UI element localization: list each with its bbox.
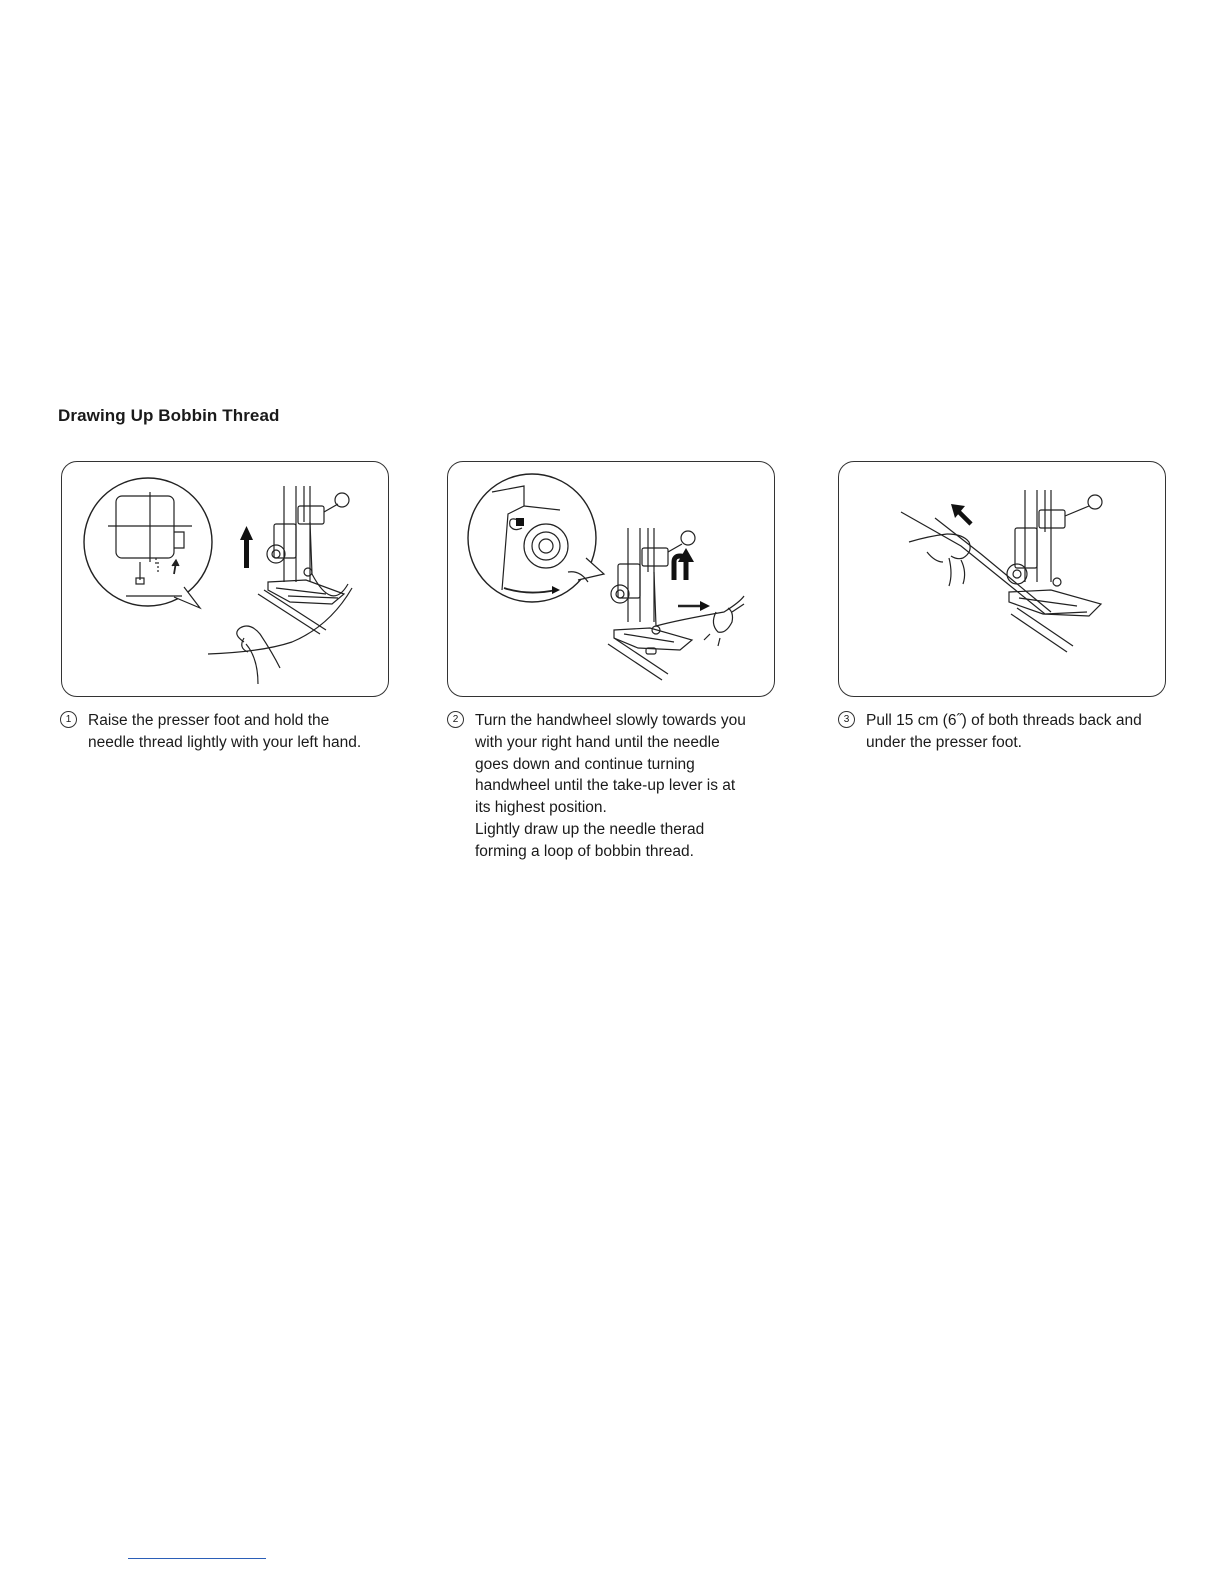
step-2-line: forming a loop of bobbin thread. [475, 842, 694, 860]
step-number-badge: 3 [838, 711, 855, 728]
step-2-line: Lightly draw up the needle therad [475, 820, 705, 838]
step-2-line: handwheel until the take-up lever is at [475, 777, 736, 795]
section-title: Drawing Up Bobbin Thread [58, 406, 280, 425]
step-3-line: Pull 15 cm (6˝) of both threads back and [866, 712, 1142, 729]
step-1-line: Raise the presser foot and hold the [88, 712, 330, 729]
step-3-line: under the presser foot. [866, 733, 1022, 751]
step-3-text [866, 710, 1176, 754]
footer-divider [128, 1558, 266, 1559]
illustration-panel-raise-presser-foot [61, 461, 389, 697]
handwheel-turn-illustration [448, 462, 775, 697]
step-1-text [88, 710, 398, 754]
step-1-line: needle thread lightly with your left hand. [88, 733, 362, 751]
step-2-line: goes down and continue turning [475, 755, 695, 773]
step-2-line: its highest position. [475, 799, 607, 817]
step-number-badge: 1 [60, 711, 77, 728]
step-2-text [475, 710, 785, 863]
presser-foot-raise-illustration [62, 462, 389, 697]
step-2-line: with your right hand until the needle [475, 733, 720, 751]
step-number-badge: 2 [447, 711, 464, 728]
step-2-line: Turn the handwheel slowly towards you [475, 712, 746, 729]
illustration-panel-pull-threads [838, 461, 1166, 697]
illustration-panel-turn-handwheel [447, 461, 775, 697]
pull-threads-illustration [839, 462, 1166, 697]
